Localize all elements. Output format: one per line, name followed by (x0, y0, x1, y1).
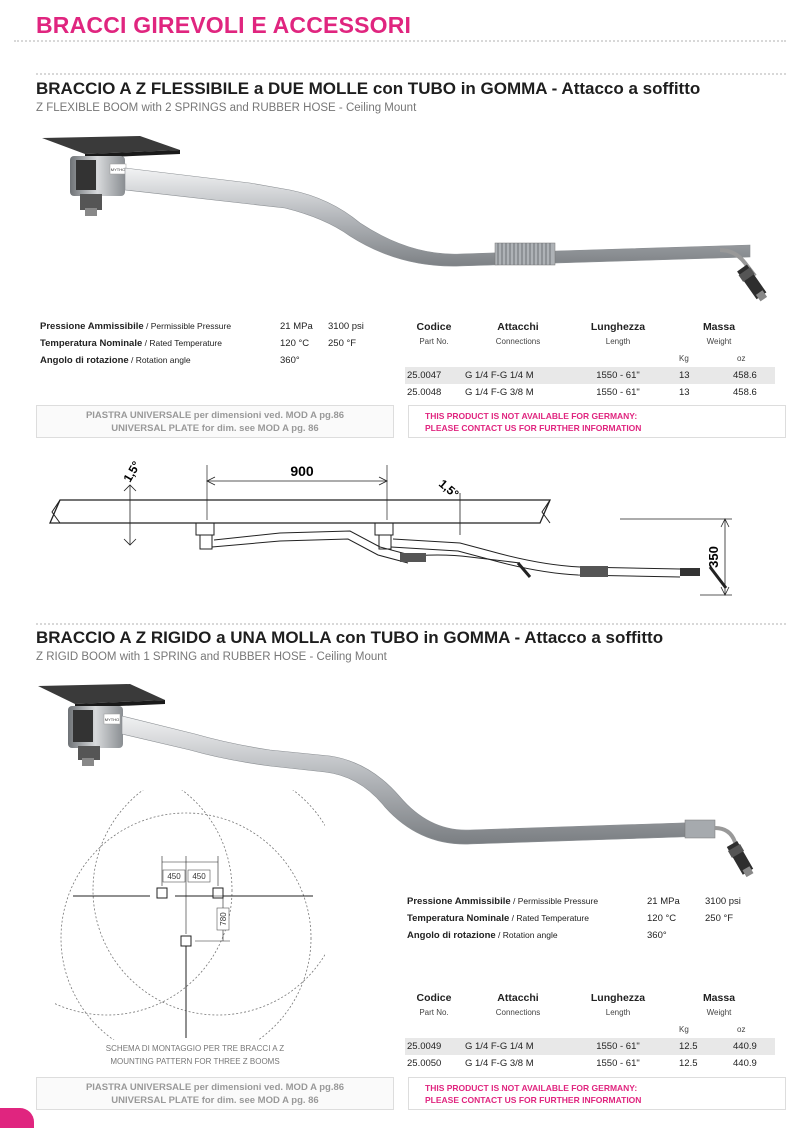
spec-row: Temperatura Nominale / Rated Temperature 120 °C 250 °F (40, 338, 357, 349)
section1-parts-table: Codice Attacchi Lunghezza Massa Part No. Connections Length Weight Kg oz 25.0047 G 1/4 F-G 1/4 M 1550 - 61" 13 458.6 25.0048 G 1/4 F-G 3/8 M 1550 - 61" 13 458.6 (405, 321, 775, 401)
header-divider (14, 40, 786, 42)
swing-circle-left (55, 790, 232, 1015)
section1-plate-note: PIASTRA UNIVERSALE per dimensioni ved. MOD A pg.86 UNIVERSAL PLATE for dim. see MOD A pg. 86 (36, 405, 394, 438)
angle-right-label: 1,5° (436, 476, 462, 502)
section1-title: BRACCIO A Z FLESSIBILE a DUE MOLLE con TUBO in GOMMA - Attacco a soffitto (36, 79, 701, 98)
section1-availability-warning: THIS PRODUCT IS NOT AVAILABLE FOR GERMANY: PLEASE CONTACT US FOR FURTHER INFORMATION (408, 405, 786, 438)
section2-availability-warning: THIS PRODUCT IS NOT AVAILABLE FOR GERMANY: PLEASE CONTACT US FOR FURTHER INFORMATION (408, 1077, 786, 1110)
table-row: 25.0050 G 1/4 F-G 3/8 M 1550 - 61" 12.5 440.9 (407, 1058, 757, 1069)
section2-plate-note: PIASTRA UNIVERSALE per dimensioni ved. MOD A pg.86 UNIVERSAL PLATE for dim. see MOD A pg. 86 (36, 1077, 394, 1110)
section1-divider (36, 73, 786, 75)
col-code: Codice (416, 992, 452, 1004)
col-length: Lunghezza (590, 321, 646, 333)
col-weight: Massa (702, 321, 736, 333)
table-row: 25.0048 G 1/4 F-G 3/8 M 1550 - 61" 13 458.6 (407, 387, 757, 398)
col-weight: Massa (702, 992, 736, 1004)
boom-arm (125, 168, 750, 266)
mounting-caption: SCHEMA DI MONTAGGIO PER TRE BRACCI A Z MOUNTING PATTERN FOR THREE Z BOOMS (105, 1044, 285, 1066)
page-title: BRACCI GIREVOLI E ACCESSORI (36, 12, 412, 38)
col-connections: Attacchi (497, 321, 539, 333)
ceiling-plate (42, 136, 180, 158)
hose-fitting (736, 264, 769, 303)
spec-row: Angolo di rotazione / Rotation angle 360° (407, 930, 667, 941)
angle-left-label: 1,5° (120, 458, 144, 485)
page-corner-tab (0, 1108, 34, 1128)
section2-subtitle: Z RIGID BOOM with 1 SPRING and RUBBER HOSE - Ceiling Mount (36, 651, 387, 663)
dim-c-label: 780 (219, 912, 228, 926)
ceiling-beam (50, 500, 550, 523)
brand-badge-text: MYTHO (104, 717, 120, 722)
spec-row: Pressione Ammissibile / Permissible Pressure 21 MPa 3100 psi (40, 321, 364, 332)
mount-point-right (213, 888, 223, 898)
spec-row: Temperatura Nominale / Rated Temperature 120 °C 250 °F (407, 913, 734, 924)
section2-parts-table: Codice Attacchi Lunghezza Massa Part No. Connections Length Weight Kg oz 25.0049 G 1/4 F-G 1/4 M 1550 - 61" 12.5 440.9 25.0050 G 1/4 F-G 3/8 M 1550 - 61" 12.5 440.9 (405, 992, 775, 1072)
dim-b-label: 450 (192, 872, 206, 881)
section1-subtitle: Z FLEXIBLE BOOM with 2 SPRINGS and RUBBER HOSE - Ceiling Mount (36, 102, 417, 114)
section2-title: BRACCIO A Z RIGIDO a UNA MOLLA con TUBO in GOMMA - Attacco a soffitto (36, 628, 664, 647)
spec-row: Pressione Ammissibile / Permissible Pressure 21 MPa 3100 psi (407, 896, 741, 907)
hose-collar (685, 820, 715, 838)
mounting-pattern-diagram (55, 790, 325, 1040)
ceiling-plate (38, 684, 165, 708)
table-row: 25.0047 G 1/4 F-G 1/4 M 1550 - 61" 13 458.6 (405, 367, 775, 384)
spec-row: Angolo di rotazione / Rotation angle 360° (40, 355, 300, 366)
span-label: 900 (290, 463, 314, 479)
col-code: Codice (416, 321, 452, 333)
hose-fitting (726, 841, 756, 879)
drop-label: 350 (706, 546, 721, 568)
boom-lines (73, 896, 313, 1038)
flexible-boom-photo (30, 128, 775, 308)
dim-a-label: 450 (167, 872, 181, 881)
spring-coil (495, 243, 555, 265)
mount-point-bottom (181, 936, 191, 946)
section1-specs (40, 321, 380, 372)
col-length: Lunghezza (590, 992, 646, 1004)
swing-circle-right (93, 790, 325, 1015)
installation-diagram (20, 455, 760, 610)
section2-specs (407, 896, 767, 947)
section2-divider (36, 623, 786, 625)
pivot-window (76, 160, 96, 190)
col-connections: Attacchi (497, 992, 539, 1004)
table-row: 25.0049 G 1/4 F-G 1/4 M 1550 - 61" 12.5 440.9 (405, 1038, 775, 1055)
mount-point-left (157, 888, 167, 898)
brand-badge-text: MYTHO (110, 167, 126, 172)
boom-sketch-left (196, 523, 410, 563)
